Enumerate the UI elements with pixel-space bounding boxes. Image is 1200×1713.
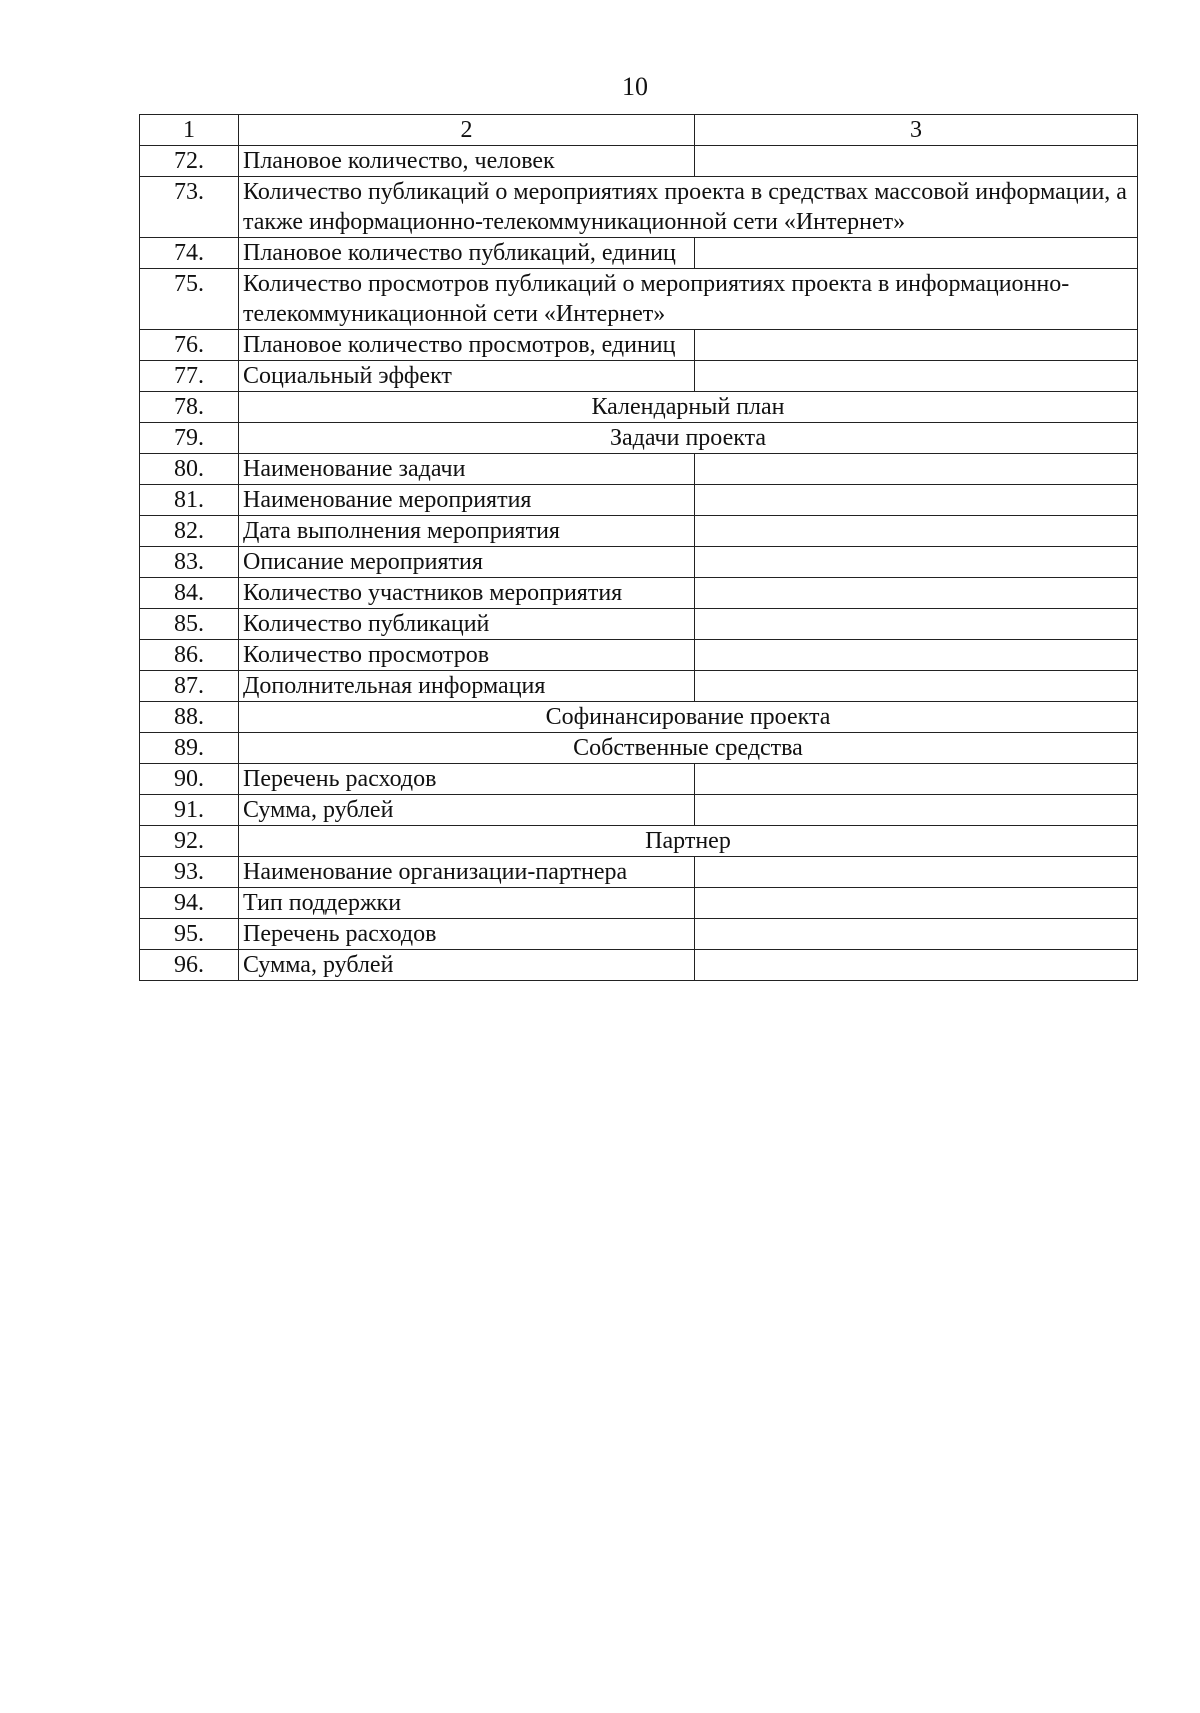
field-label: Дополнительная информация	[239, 671, 695, 702]
table-row	[140, 950, 1138, 981]
field-value-cell[interactable]	[695, 888, 1138, 919]
field-label: Количество публикаций	[239, 609, 695, 640]
field-label: Плановое количество публикаций, единиц	[239, 238, 695, 269]
row-number: 79.	[140, 423, 239, 454]
table-row	[140, 888, 1138, 919]
field-value-cell[interactable]	[695, 950, 1138, 981]
table-body	[140, 115, 1138, 981]
table-row	[140, 547, 1138, 578]
row-number: 92.	[140, 826, 239, 857]
table-row	[140, 330, 1138, 361]
field-label: Количество просмотров	[239, 640, 695, 671]
table-row	[140, 609, 1138, 640]
row-number: 85.	[140, 609, 239, 640]
field-value-cell[interactable]	[695, 516, 1138, 547]
table-row	[140, 826, 1138, 857]
section-heading: Календарный план	[239, 392, 1138, 423]
table-row	[140, 238, 1138, 269]
field-value-cell[interactable]	[695, 485, 1138, 516]
field-label: Перечень расходов	[239, 919, 695, 950]
table-row	[140, 146, 1138, 177]
field-label: Плановое количество, человек	[239, 146, 695, 177]
field-label: Сумма, рублей	[239, 795, 695, 826]
row-number: 86.	[140, 640, 239, 671]
table-row	[140, 671, 1138, 702]
field-value-cell[interactable]	[695, 330, 1138, 361]
group-label: Количество публикаций о мероприятиях проекта в средствах массовой информации, а также информационно-телекоммуникационной сети «Интернет»	[239, 177, 1138, 238]
row-number: 75.	[140, 269, 239, 330]
table-row	[140, 919, 1138, 950]
field-value-cell[interactable]	[695, 857, 1138, 888]
table-row	[140, 702, 1138, 733]
field-label: Наименование мероприятия	[239, 485, 695, 516]
field-label: Социальный эффект	[239, 361, 695, 392]
field-label: Сумма, рублей	[239, 950, 695, 981]
page-number: 10	[622, 72, 648, 101]
row-number: 81.	[140, 485, 239, 516]
field-value-cell[interactable]	[695, 454, 1138, 485]
row-number: 89.	[140, 733, 239, 764]
table-row	[140, 640, 1138, 671]
row-number: 91.	[140, 795, 239, 826]
row-number: 78.	[140, 392, 239, 423]
row-number: 87.	[140, 671, 239, 702]
field-label: Перечень расходов	[239, 764, 695, 795]
table-row	[140, 485, 1138, 516]
table-row	[140, 764, 1138, 795]
row-number: 94.	[140, 888, 239, 919]
table-row	[140, 454, 1138, 485]
row-number: 95.	[140, 919, 239, 950]
field-value-cell[interactable]	[695, 578, 1138, 609]
field-value-cell[interactable]	[695, 671, 1138, 702]
section-heading: Собственные средства	[239, 733, 1138, 764]
table-row	[140, 177, 1138, 238]
field-value-cell[interactable]	[695, 764, 1138, 795]
table-row	[140, 423, 1138, 454]
field-value-cell[interactable]	[695, 795, 1138, 826]
group-label: Количество просмотров публикаций о мероприятиях проекта в информационно-телекоммуникационной сети «Интернет»	[239, 269, 1138, 330]
field-label: Наименование задачи	[239, 454, 695, 485]
column-header-3: 3	[695, 115, 1138, 146]
section-heading: Софинансирование проекта	[239, 702, 1138, 733]
row-number: 80.	[140, 454, 239, 485]
row-number: 73.	[140, 177, 239, 238]
table-row	[140, 733, 1138, 764]
field-label: Наименование организации-партнера	[239, 857, 695, 888]
row-number: 77.	[140, 361, 239, 392]
field-value-cell[interactable]	[695, 146, 1138, 177]
table-row	[140, 516, 1138, 547]
row-number: 96.	[140, 950, 239, 981]
field-value-cell[interactable]	[695, 547, 1138, 578]
row-number: 84.	[140, 578, 239, 609]
field-value-cell[interactable]	[695, 919, 1138, 950]
section-heading: Задачи проекта	[239, 423, 1138, 454]
field-value-cell[interactable]	[695, 361, 1138, 392]
table-row	[140, 578, 1138, 609]
row-number: 93.	[140, 857, 239, 888]
field-value-cell[interactable]	[695, 238, 1138, 269]
table-row	[140, 795, 1138, 826]
field-label: Дата выполнения мероприятия	[239, 516, 695, 547]
row-number: 72.	[140, 146, 239, 177]
table-row	[140, 857, 1138, 888]
table-row	[140, 392, 1138, 423]
field-label: Описание мероприятия	[239, 547, 695, 578]
column-header-2: 2	[239, 115, 695, 146]
table-row	[140, 269, 1138, 330]
column-header-1: 1	[140, 115, 239, 146]
row-number: 82.	[140, 516, 239, 547]
table-row	[140, 361, 1138, 392]
row-number: 90.	[140, 764, 239, 795]
field-label: Тип поддержки	[239, 888, 695, 919]
field-value-cell[interactable]	[695, 640, 1138, 671]
row-number: 83.	[140, 547, 239, 578]
field-value-cell[interactable]	[695, 609, 1138, 640]
row-number: 76.	[140, 330, 239, 361]
section-heading: Партнер	[239, 826, 1138, 857]
field-label: Количество участников мероприятия	[239, 578, 695, 609]
field-label: Плановое количество просмотров, единиц	[239, 330, 695, 361]
row-number: 88.	[140, 702, 239, 733]
row-number: 74.	[140, 238, 239, 269]
table-header-row	[140, 115, 1138, 146]
application-form-table	[139, 114, 1138, 981]
